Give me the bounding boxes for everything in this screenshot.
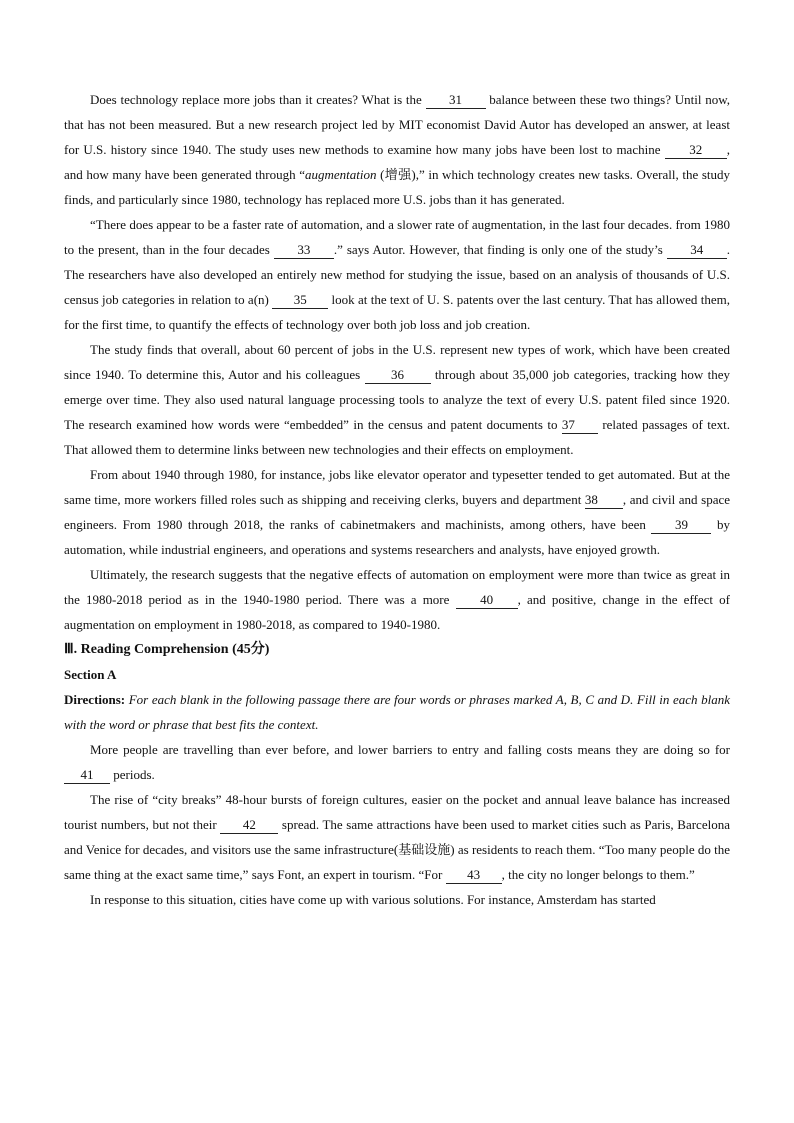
text: , the city no longer belongs to them.”: [501, 867, 695, 882]
directions-text: For each blank in the following passage there are four words or phrases marked A, B, C and D. Fill in each blank with the word or phrase that best fits the context.: [64, 692, 730, 732]
text: , and positive, change in the effect of augmentation on employment in 1980-2018, as compared to 1940-1980.: [64, 592, 730, 632]
text: Does technology replace more jobs than it creates? What is the: [90, 92, 426, 107]
text: “There does appear to be a faster rate of automation, and a slower rate of augmentation, in the last four decades. from 1980 to the present, than in the four decades: [64, 217, 730, 257]
blank-41: 41: [64, 767, 110, 784]
italic-term: augmentation: [304, 167, 377, 182]
blank-35: 35: [272, 292, 328, 309]
blank-37: 37: [562, 417, 598, 434]
paragraph-2: [64, 212, 730, 337]
text: periods.: [110, 767, 155, 782]
blank-42: 42: [220, 817, 278, 834]
text: balance between these two things? Until now, that has not been measured. But a new research project led by MIT economist David Autor has developed an answer, at least for U.S. history since 1940. The study uses new methods to examine how many jobs have been lost to machine: [64, 92, 730, 157]
blank-40: 40: [456, 592, 518, 609]
text: In response to this situation, cities have come up with various solutions. For instance, Amsterdam has started: [90, 892, 656, 907]
paragraph-5: [64, 562, 730, 637]
document-page: [64, 87, 730, 912]
text: .” says Autor. However, that finding is only one of the study’s: [333, 242, 667, 257]
text: Ultimately, the research suggests that the negative effects of automation on employment were more than twice as great in the 1980-2018 period as in the 1940-1980 period. There was a more: [64, 567, 730, 607]
blank-31: 31: [426, 92, 486, 109]
blank-33: 33: [274, 242, 334, 259]
directions: [64, 687, 730, 737]
blank-36: 36: [365, 367, 431, 384]
text: spread. The same attractions have been used to market cities such as Paris, Barcelona and Venice for decades, and visitors use the same infrastructure(基础设施) as residents to reach them. “Too many people do the same thing at the exact same time,” says Font, an expert in tourism. “For: [64, 817, 730, 882]
paragraph-3: [64, 337, 730, 462]
section-heading: Ⅲ. Reading Comprehension (45分): [64, 642, 270, 657]
text: related passages of text. That allowed them to determine links between new technologies and their effects on employment.: [64, 417, 730, 457]
blank-39: 39: [651, 517, 711, 534]
text: The study finds that overall, about 60 percent of jobs in the U.S. represent new types of work, which have been created since 1940. To determine this, Autor and his colleagues: [64, 342, 730, 382]
text: More people are travelling than ever before, and lower barriers to entry and falling costs means they are doing so for: [90, 742, 730, 757]
text: through about 35,000 job categories, tracking how they emerge over time. They also used natural language processing tools to analyze the text of every U.S. patent filed since 1920. The research examined how words were “embedded” in the census and patent documents to: [64, 367, 730, 432]
blank-32: 32: [665, 142, 727, 159]
text: (增强),” in which technology creates new tasks. Overall, the study finds, and particularly since 1980, technology has replaced more U.S. jobs than it has generated.: [64, 167, 730, 207]
blank-43: 43: [446, 867, 502, 884]
paragraph-7: [64, 787, 730, 887]
text: . The researchers have also developed an entirely new method for studying the issue, based on an analysis of thousands of U.S. census job categories in relation to a(n): [64, 242, 730, 307]
text: From about 1940 through 1980, for instance, jobs like elevator operator and typesetter tended to get automated. But at the same time, more workers filled roles such as shipping and receiving clerks, buyers and department: [64, 467, 730, 507]
text: , and civil and space engineers. From 1980 through 2018, the ranks of cabinetmakers and machinists, among others, have been: [64, 492, 731, 532]
paragraph-4: [64, 462, 730, 562]
text: look at the text of U. S. patents over the last century. That has allowed them, for the first time, to quantify the effects of technology over both job loss and job creation.: [64, 292, 730, 332]
blank-38: 38: [585, 492, 623, 509]
paragraph-6: [64, 737, 730, 787]
blank-34: 34: [667, 242, 727, 259]
section-subheading: Section A: [64, 667, 117, 682]
text: The rise of “city breaks” 48-hour bursts of foreign cultures, easier on the pocket and annual leave balance has increased tourist numbers, but not their: [64, 792, 730, 832]
text: , and how many have been generated through “: [64, 142, 730, 182]
directions-label: Directions:: [64, 692, 126, 707]
paragraph-1: [64, 87, 730, 212]
text: by automation, while industrial engineers, and operations and systems researchers and analysts, have enjoyed growth.: [64, 517, 731, 557]
paragraph-8: [64, 887, 730, 912]
